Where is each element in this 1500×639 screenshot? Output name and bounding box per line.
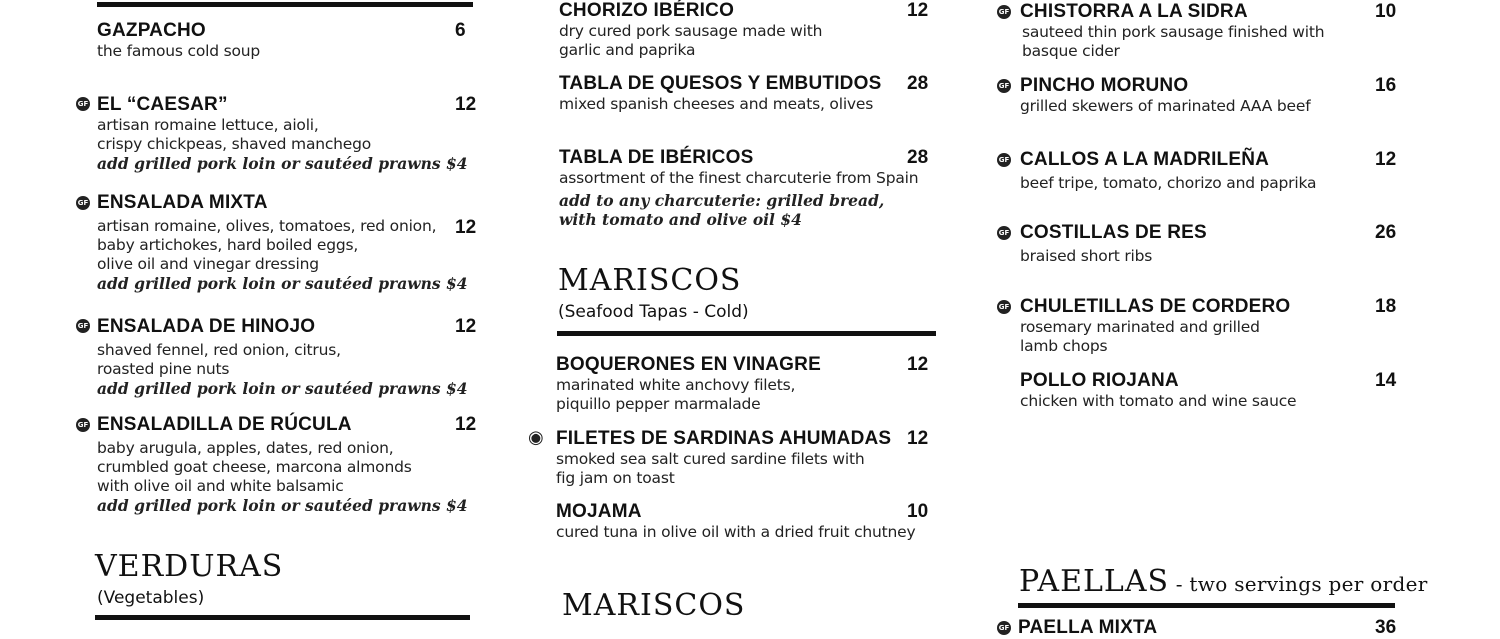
menu-item-pollo-riojana (1020, 370, 1400, 411)
item-name: ENSALADILLA DE RÚCULA (97, 414, 352, 435)
item-name: TABLA DE QUESOS Y EMBUTIDOS (559, 73, 882, 94)
section-subtitle-verduras: (Vegetables) (97, 588, 205, 608)
section-title-verduras: VERDURAS (95, 549, 284, 584)
item-name: COSTILLAS DE RES (1020, 222, 1207, 243)
section-title-mariscos: MARISCOS (562, 588, 746, 623)
item-description: beef tripe, tomato, chorizo and paprika (1020, 174, 1317, 192)
item-description: dry cured pork sausage made with (559, 22, 823, 40)
item-description: with olive oil and white balsamic (97, 477, 344, 495)
item-description: crispy chickpeas, shaved manchego (97, 135, 372, 153)
item-name: PINCHO MORUNO (1020, 75, 1189, 96)
item-price: 12 (455, 94, 477, 115)
item-description: fig jam on toast (556, 469, 675, 487)
gluten-free-icon (997, 621, 1011, 635)
menu-item-paella-mixta (1018, 617, 1398, 639)
item-name: ENSALADA MIXTA (97, 192, 268, 213)
item-name: CALLOS A LA MADRILEÑA (1020, 149, 1270, 170)
item-price: 12 (907, 428, 929, 449)
item-description: cured tuna in olive oil with a dried fruit chutney (556, 523, 916, 541)
gluten-free-icon (76, 196, 90, 210)
item-description: the famous cold soup (97, 42, 261, 60)
gluten-free-icon (997, 5, 1011, 19)
item-description: piquillo pepper marmalade (556, 395, 761, 413)
section-title-mariscos-cold: MARISCOS (558, 263, 742, 298)
section-divider (97, 2, 473, 7)
item-description: marinated white anchovy filets, (556, 376, 796, 394)
paellas-tagline: - two servings per order (1169, 572, 1428, 596)
item-addon: add grilled pork loin or sautéed prawns $4 (97, 274, 468, 293)
item-name: PAELLA MIXTA (1018, 617, 1158, 638)
item-addon: add to any charcuterie: grilled bread, (559, 191, 885, 210)
gluten-free-icon (997, 79, 1011, 93)
menu-item-ensalada-mixta (97, 192, 477, 293)
menu-item-callos (1020, 149, 1400, 193)
item-description: artisan romaine, olives, tomatoes, red onion, (97, 217, 437, 235)
section-divider (557, 331, 936, 336)
item-addon: with tomato and olive oil $4 (559, 210, 802, 229)
fish-icon: ◉ (528, 427, 544, 448)
gluten-free-icon (76, 418, 90, 432)
gluten-free-icon (997, 300, 1011, 314)
menu-item-tabla-ibericos (559, 147, 934, 229)
item-price: 12 (1375, 149, 1397, 170)
menu-item-costillas (1020, 222, 1400, 266)
item-description: mixed spanish cheeses and meats, olives (559, 95, 874, 113)
item-addon: add grilled pork loin or sautéed prawns $4 (97, 379, 468, 398)
section-divider (95, 615, 470, 620)
section-subtitle-mariscos-cold: (Seafood Tapas - Cold) (558, 302, 749, 322)
item-description: basque cider (1022, 42, 1120, 60)
item-name: CHORIZO IBÉRICO (559, 0, 735, 21)
item-name: CHISTORRA A LA SIDRA (1020, 1, 1248, 22)
item-name: BOQUERONES EN VINAGRE (556, 354, 821, 375)
item-price: 12 (455, 217, 477, 238)
item-description: assortment of the finest charcuterie from Spain (559, 169, 919, 187)
item-description: smoked sea salt cured sardine filets with (556, 450, 865, 468)
item-description: olive oil and vinegar dressing (97, 255, 319, 273)
item-description: baby artichokes, hard boiled eggs, (97, 236, 359, 254)
item-price: 28 (907, 147, 929, 168)
gluten-free-icon (76, 97, 90, 111)
paellas-title: PAELLAS (1019, 564, 1170, 599)
item-price: 26 (1375, 222, 1397, 243)
menu-item-mojama (556, 501, 934, 542)
item-name: TABLA DE IBÉRICOS (559, 147, 754, 168)
gluten-free-icon (76, 319, 90, 333)
item-price: 12 (455, 414, 477, 435)
item-description: lamb chops (1020, 337, 1108, 355)
item-price: 14 (1375, 370, 1397, 391)
item-price: 12 (907, 0, 929, 21)
item-description: chicken with tomato and wine sauce (1020, 392, 1297, 410)
item-name: EL “CAESAR” (97, 94, 228, 115)
item-addon: add grilled pork loin or sautéed prawns $4 (97, 496, 468, 515)
menu-item-ensaladilla-rucula (97, 414, 477, 515)
item-description: roasted pine nuts (97, 360, 230, 378)
item-name: MOJAMA (556, 501, 642, 522)
item-price: 16 (1375, 75, 1397, 96)
item-description: braised short ribs (1020, 247, 1153, 265)
item-price: 28 (907, 73, 929, 94)
menu-item-boquerones (556, 354, 934, 414)
menu-item-chuletillas (1020, 296, 1400, 356)
item-description: crumbled goat cheese, marcona almonds (97, 458, 412, 476)
section-title-paellas (1019, 566, 1428, 600)
item-price: 6 (455, 20, 466, 41)
menu-item-pincho-moruno (1020, 75, 1400, 116)
item-name: ENSALADA DE HINOJO (97, 316, 316, 337)
item-description: grilled skewers of marinated AAA beef (1020, 97, 1311, 115)
item-description: shaved fennel, red onion, citrus, (97, 341, 341, 359)
item-name: FILETES DE SARDINAS AHUMADAS (556, 428, 892, 449)
item-price: 36 (1375, 617, 1397, 638)
item-price: 12 (455, 316, 477, 337)
menu-item-caesar (97, 94, 477, 173)
item-description: baby arugula, apples, dates, red onion, (97, 439, 394, 457)
menu-item-sardinas (556, 428, 934, 488)
item-description: artisan romaine lettuce, aioli, (97, 116, 319, 134)
menu-item-tabla-quesos (559, 73, 934, 114)
item-description: garlic and paprika (559, 41, 696, 59)
menu-item-chorizo-iberico (559, 0, 934, 60)
item-name: CHULETILLAS DE CORDERO (1020, 296, 1291, 317)
item-price: 10 (907, 501, 929, 522)
section-divider (1018, 603, 1395, 608)
menu-item-chistorra (1020, 1, 1400, 61)
item-price: 10 (1375, 1, 1397, 22)
gluten-free-icon (997, 226, 1011, 240)
item-price: 18 (1375, 296, 1397, 317)
item-price: 12 (907, 354, 929, 375)
item-addon: add grilled pork loin or sautéed prawns $4 (97, 154, 468, 173)
gluten-free-icon (997, 153, 1011, 167)
item-name: POLLO RIOJANA (1020, 370, 1179, 391)
menu-item-gazpacho (97, 20, 477, 61)
item-description: sauteed thin pork sausage finished with (1022, 23, 1325, 41)
menu-item-ensalada-hinojo (97, 316, 477, 398)
item-description: rosemary marinated and grilled (1020, 318, 1260, 336)
item-name: GAZPACHO (97, 20, 206, 41)
